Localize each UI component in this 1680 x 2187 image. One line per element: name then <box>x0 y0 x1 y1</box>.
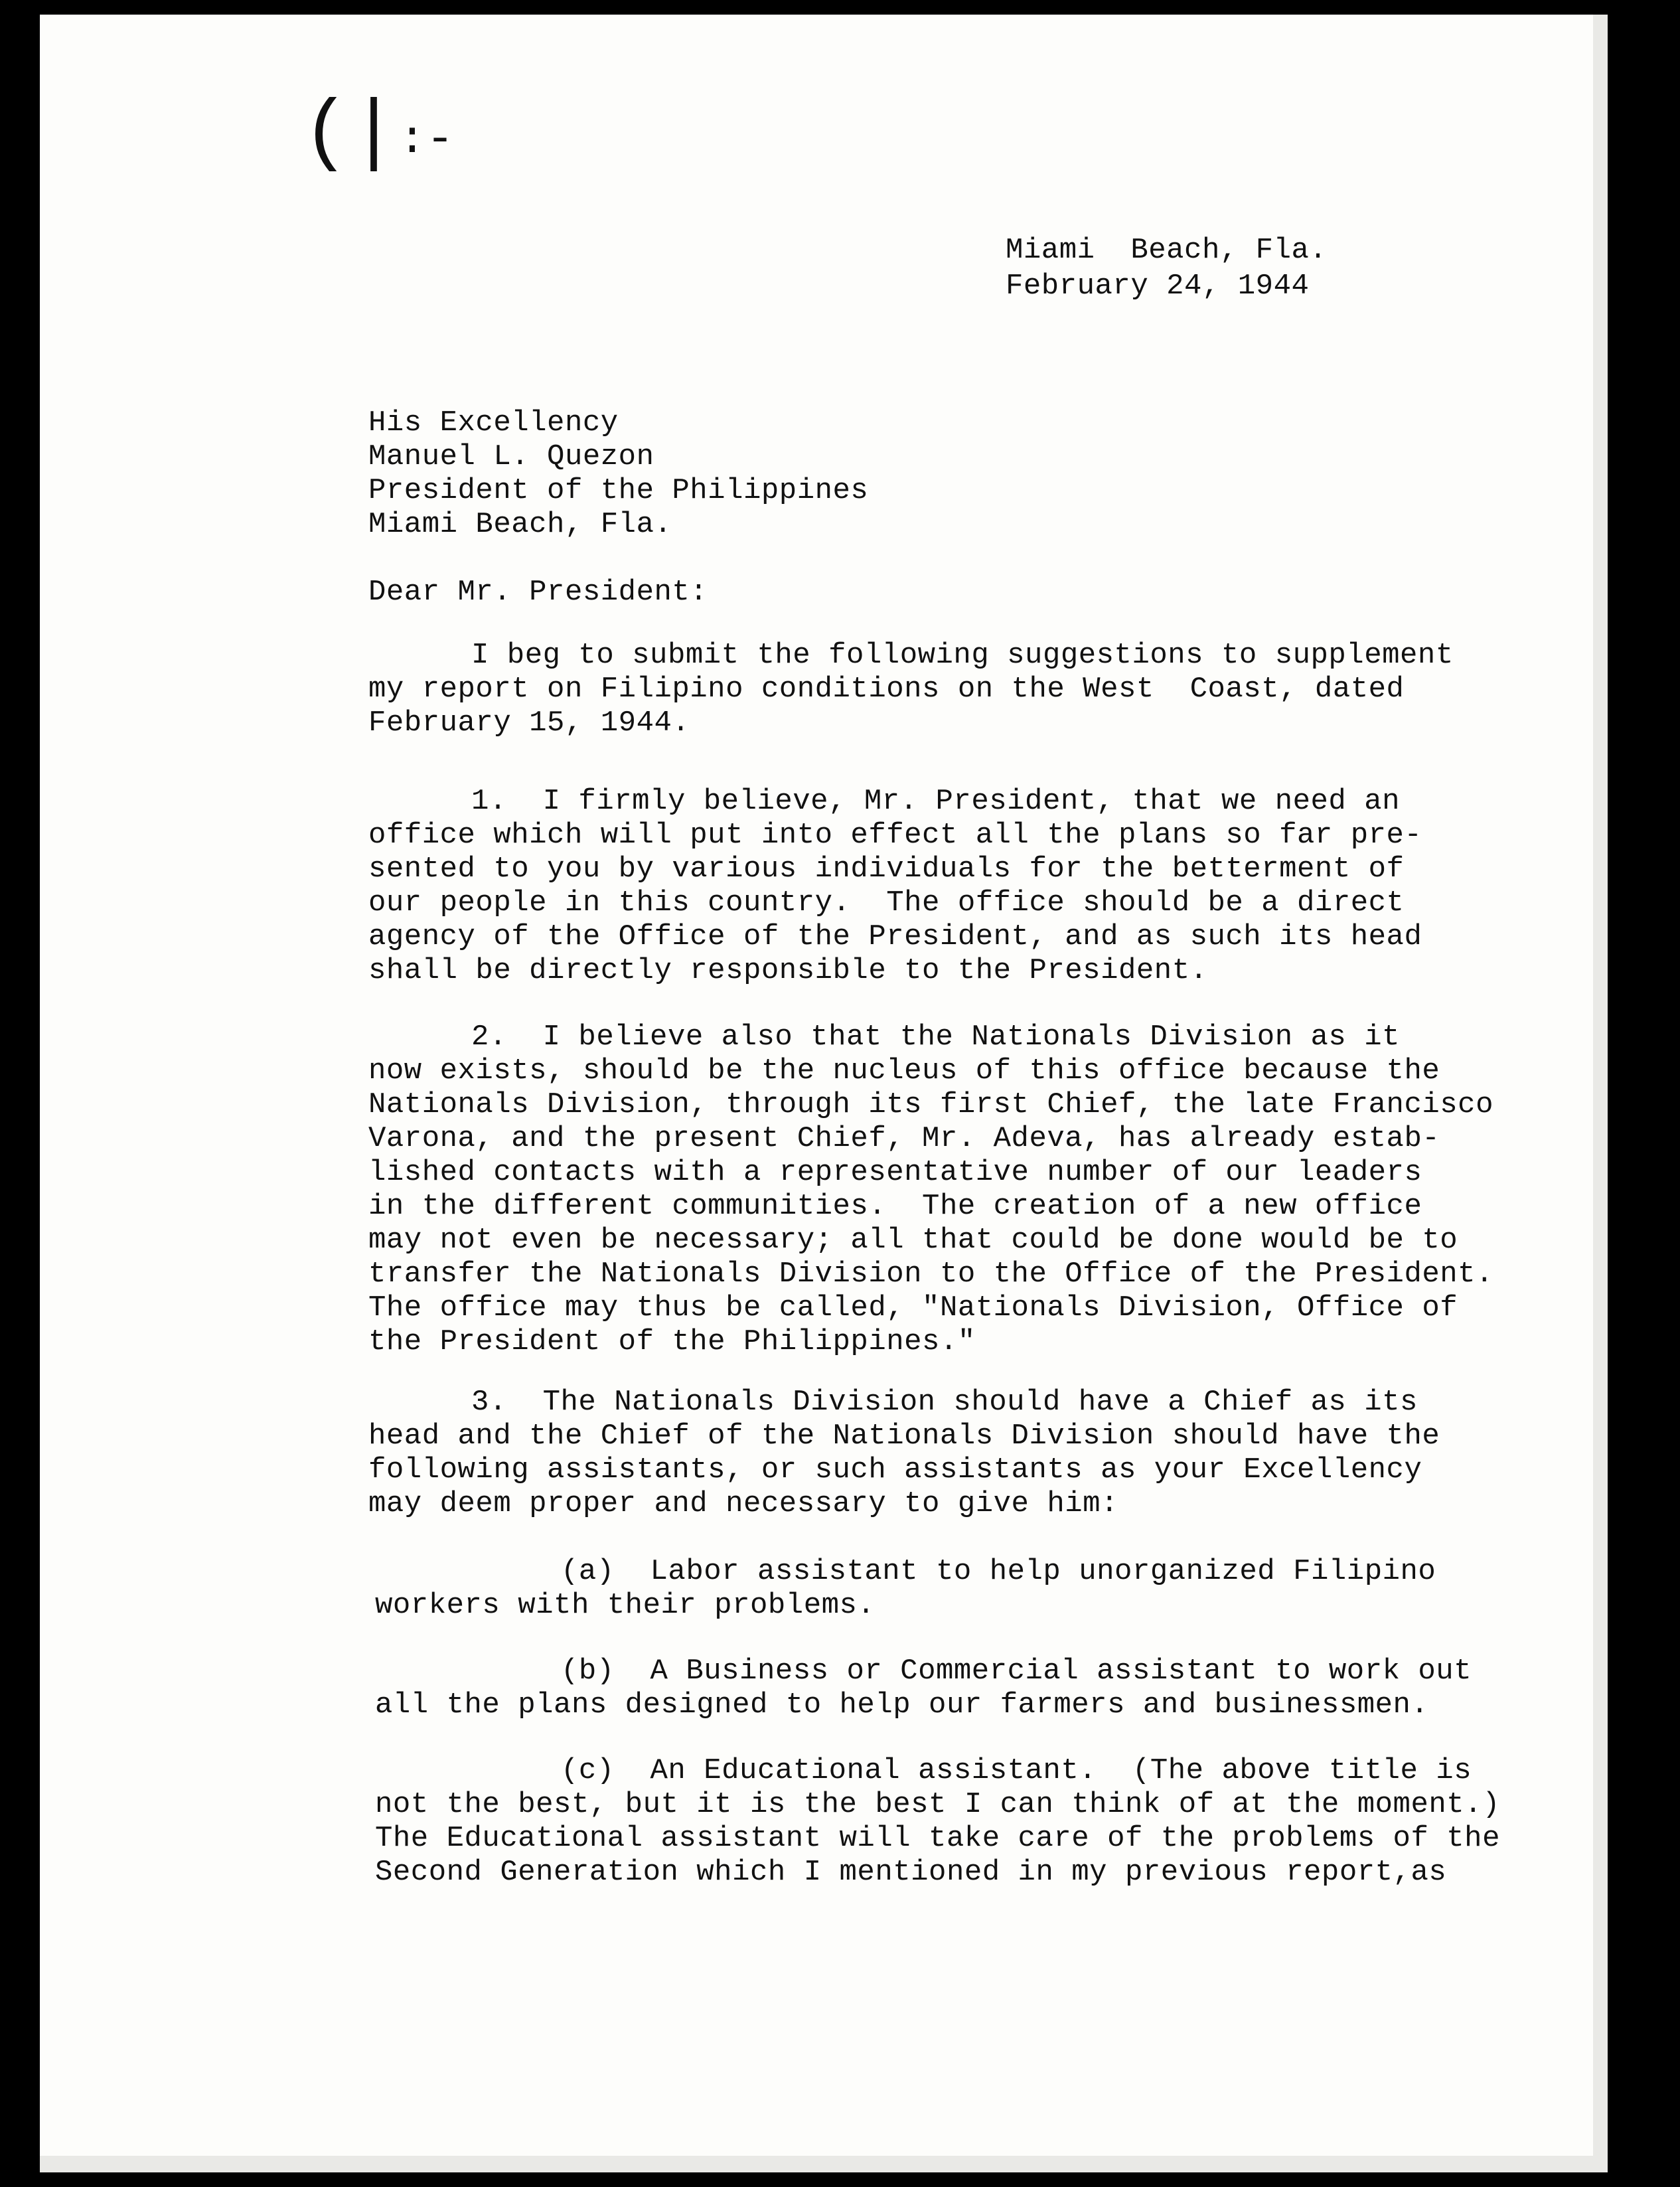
text-line: in the different communities. The creation of a new office <box>368 1190 1422 1223</box>
addressee-block <box>368 406 868 542</box>
text-line: sented to you by various individuals for the betterment of <box>368 852 1405 886</box>
text-line: 2. I believe also that the Nationals Division as it <box>471 1020 1401 1054</box>
text-line: The office may thus be called, "Nationals Division, Office of <box>368 1291 1458 1325</box>
text-line: Second Generation which I mentioned in my previous report,as <box>375 1856 1447 1889</box>
item-c <box>375 1754 1500 1890</box>
text-line: Varona, and the present Chief, Mr. Adeva, has already estab- <box>368 1122 1440 1155</box>
item-a <box>375 1555 1436 1623</box>
text-line: following assistants, or such assistants as your Excellency <box>368 1453 1422 1487</box>
text-line: February 15, 1944. <box>368 706 690 740</box>
place-line: Miami Beach, Fla. <box>1006 234 1328 267</box>
text-line: workers with their problems. <box>375 1589 876 1622</box>
date-line: February 24, 1944 <box>1006 270 1310 303</box>
text-line: our people in this country. The office should be a direct <box>368 886 1405 920</box>
text-line: (c) An Educational assistant. (The above title is <box>561 1754 1472 1787</box>
text-line: agency of the Office of the President, and as such its head <box>368 920 1422 953</box>
handwritten-dashes: :- <box>398 114 455 167</box>
paragraph-2 <box>368 1020 1493 1359</box>
text-line: may not even be necessary; all that could be done would be to <box>368 1224 1458 1257</box>
addressee-line: President of the Philippines <box>368 474 869 507</box>
text-line: the President of the Philippines." <box>368 1325 976 1358</box>
document-page <box>40 15 1608 2172</box>
text-line: lished contacts with a representative number of our leaders <box>368 1156 1422 1189</box>
addressee-line: Manuel L. Quezon <box>368 440 654 473</box>
text-line: not the best, but it is the best I can think of at the moment.) <box>375 1788 1500 1821</box>
intro-paragraph <box>368 639 1454 740</box>
text-line: I beg to submit the following suggestions to supplement <box>471 639 1454 672</box>
text-line: Nationals Division, through its first Chief, the late Francisco <box>368 1088 1493 1121</box>
addressee-line: Miami Beach, Fla. <box>368 508 672 541</box>
text-line: may deem proper and necessary to give him: <box>368 1487 1118 1520</box>
salutation: Dear Mr. President: <box>368 576 708 609</box>
text-line: now exists, should be the nucleus of this office because the <box>368 1054 1440 1088</box>
text-line: (a) Labor assistant to help unorganized Filipino <box>561 1555 1436 1588</box>
page-edge-right <box>1593 15 1608 2172</box>
text-line: (b) A Business or Commercial assistant to work out <box>561 1655 1472 1688</box>
text-line: 1. I firmly believe, Mr. President, that we need an <box>471 785 1401 818</box>
text-line: head and the Chief of the Nationals Division should have the <box>368 1419 1440 1453</box>
text-line: my report on Filipino conditions on the West Coast, dated <box>368 673 1405 706</box>
page-edge-bottom <box>40 2156 1608 2172</box>
item-b <box>375 1655 1472 1722</box>
text-line: transfer the Nationals Division to the Office of the President. <box>368 1257 1493 1291</box>
text-line: office which will put into effect all the plans so far pre- <box>368 819 1422 852</box>
text-line: The Educational assistant will take care of the problems of the <box>375 1822 1500 1855</box>
text-line: shall be directly responsible to the President. <box>368 954 1208 987</box>
paragraph-3 <box>368 1386 1440 1521</box>
handwritten-mark: (| <box>302 89 398 179</box>
text-line: 3. The Nationals Division should have a Chief as its <box>471 1386 1418 1419</box>
text-line: all the plans designed to help our farmers and businessmen. <box>375 1688 1429 1722</box>
addressee-line: His Excellency <box>368 406 619 440</box>
paragraph-1 <box>368 785 1422 988</box>
